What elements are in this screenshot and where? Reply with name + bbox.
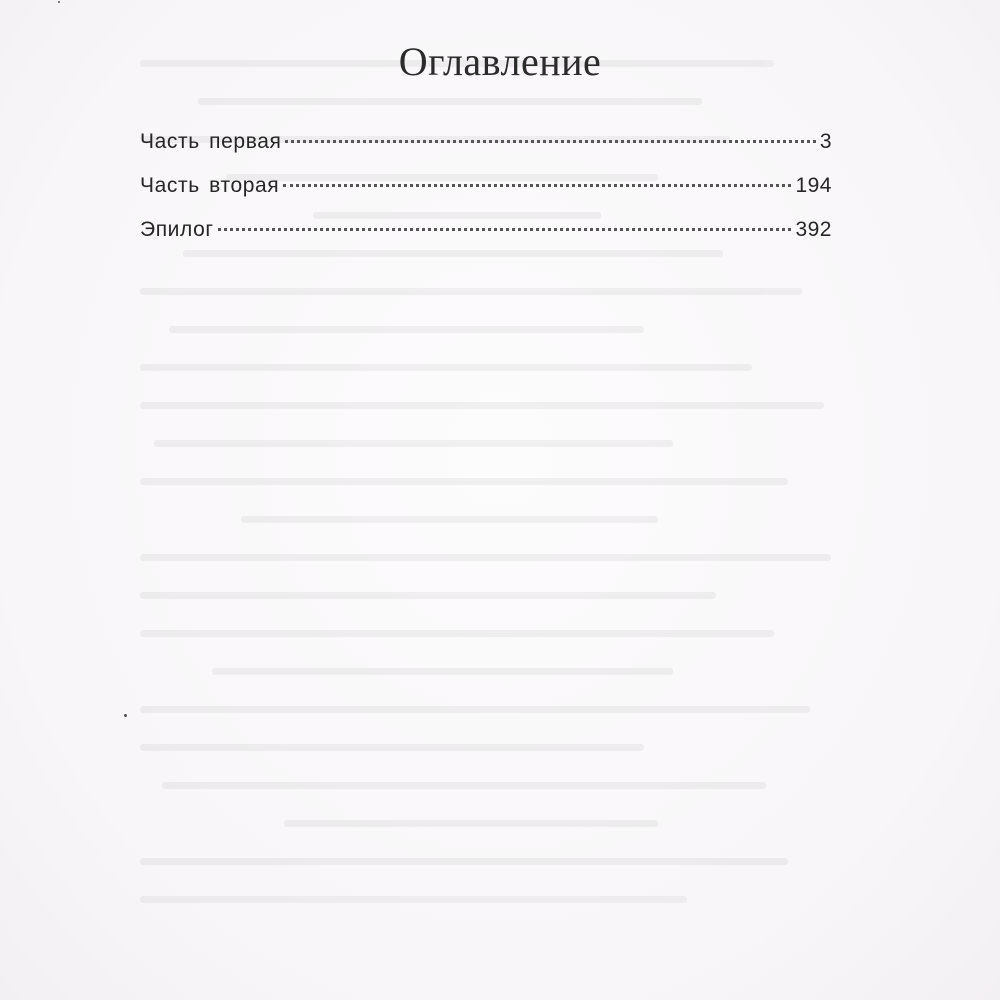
dot-leader [285,140,815,143]
page-title: Оглавление [398,39,602,84]
toc-entry[interactable] [140,218,832,262]
toc-entry-label: Часть вторая [140,174,280,197]
dot-leader [218,228,792,231]
dot-leader [283,184,791,187]
toc-entry-label: Часть первая [140,130,282,153]
toc-entry[interactable] [140,174,832,218]
toc-entry-page: 194 [795,174,832,197]
table-of-contents [140,130,832,262]
toc-entry-page: 3 [819,130,832,153]
toc-entry[interactable] [140,130,832,174]
paper-speck [58,1,60,3]
paper-speck [124,714,127,717]
toc-entry-label: Эпилог [140,218,214,241]
toc-entry-page: 392 [795,218,832,241]
